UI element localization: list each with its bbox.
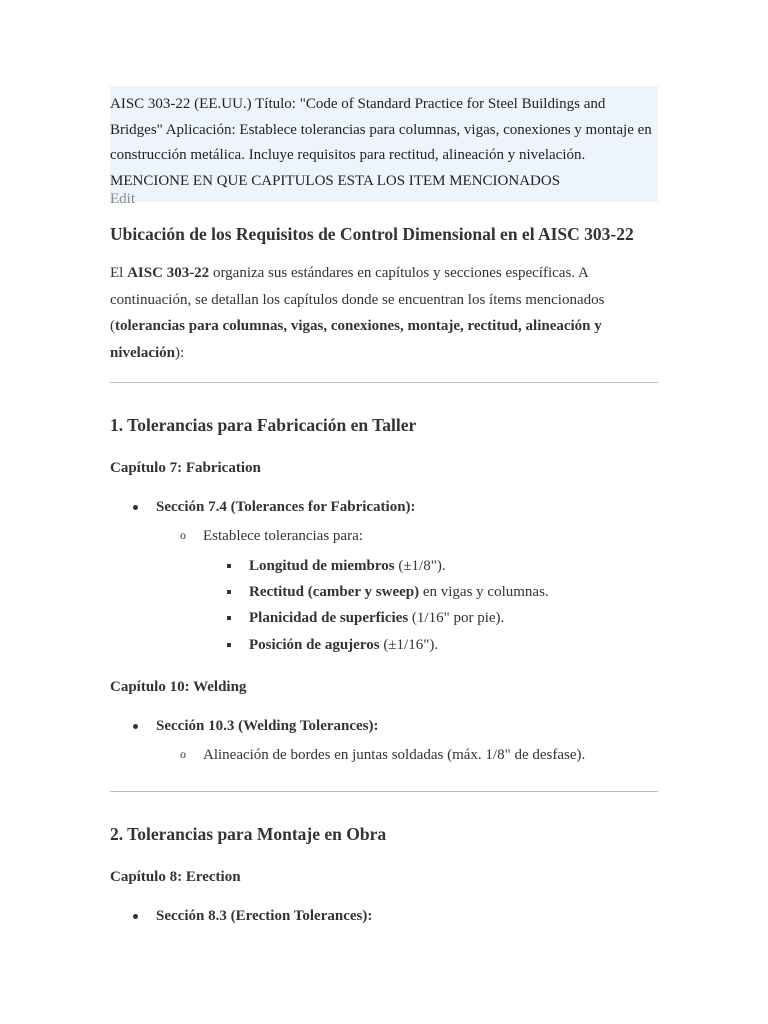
user-prompt: [110, 86, 658, 207]
bullet-square-icon: [227, 590, 231, 594]
intro-text-1: El: [110, 265, 128, 281]
section-8-3-label: Sección 8.3 (Erection Tolerances):: [156, 908, 373, 924]
intro-text-2: organiza sus estándares en capítulos y secciones específicas. A continuación, se detallan los capítulos donde se encuentran los ítems mencionados (: [110, 265, 605, 334]
chapter-10-label: Capítulo 10: Welding: [110, 679, 247, 695]
answer-title: Ubicación de los Requisitos de Control Dimensional en el AISC 303-22: [110, 224, 634, 244]
section-10-3-label: Sección 10.3 (Welding Tolerances):: [156, 718, 379, 734]
section-7-4-label: Sección 7.4 (Tolerances for Fabrication):: [156, 499, 416, 515]
tolerance-item-label: Planicidad de superficies: [249, 610, 409, 626]
prompt-text: AISC 303-22 (EE.UU.) Título: "Code of Standard Practice for Steel Buildings and Bridges" Aplicación: Establece tolerancias para columnas, vigas, conexiones y montaje en construcción metálica. Incluye requisitos para rectitud, alineación y nivelación. MENCIONE EN QUE CAPITULOS ESTA LOS ITEM MENCIONADOS: [110, 96, 652, 189]
intro-bold-standard: AISC 303-22: [127, 265, 210, 281]
section-1-title: 1. Tolerancias para Fabricación en Taller: [110, 415, 417, 435]
document-page: [110, 86, 658, 924]
tolerance-item-label: Posición de agujeros: [249, 637, 380, 653]
edit-link[interactable]: Edit: [110, 191, 135, 207]
tolerance-item-detail: (±1/8").: [394, 558, 446, 574]
sub-item-weld-alignment: Alineación de bordes en juntas soldadas (máx. 1/8" de desfase).: [203, 747, 586, 763]
section-2-title: 2. Tolerancias para Montaje en Obra: [110, 824, 387, 844]
section-8-3-item: [156, 906, 372, 926]
tolerance-item: [249, 608, 504, 628]
tolerance-item-detail: (±1/16").: [379, 637, 439, 653]
sub-item-tolerances: Establece tolerancias para:: [203, 528, 363, 544]
tolerance-item-detail: en vigas y columnas.: [419, 584, 549, 600]
bullet-disc-icon: [133, 914, 138, 919]
tolerance-item-label: Rectitud (camber y sweep): [249, 584, 420, 600]
bullet-circle-icon: o: [180, 747, 186, 761]
tolerance-item-label: Longitud de miembros: [249, 558, 395, 574]
divider-1: [110, 382, 658, 383]
intro-paragraph: [110, 260, 658, 366]
intro-text-3: ):: [175, 344, 185, 361]
tolerance-item: [249, 556, 446, 576]
divider-2: [110, 791, 658, 792]
bullet-square-icon: [227, 616, 231, 620]
bullet-square-icon: [227, 643, 231, 647]
section-7-4-item: [156, 497, 416, 517]
bullet-square-icon: [227, 564, 231, 568]
tolerance-item: [249, 635, 438, 655]
bullet-circle-icon: o: [180, 528, 186, 542]
section-10-3-item: [156, 716, 379, 736]
bullet-disc-icon: [133, 505, 138, 510]
intro-bold-items: tolerancias para columnas, vigas, conexiones, montaje, rectitud, alineación y nivelación: [110, 318, 602, 361]
chapter-7-label: Capítulo 7: Fabrication: [110, 460, 261, 476]
bullet-disc-icon: [133, 724, 138, 729]
tolerance-item: [249, 582, 549, 602]
chapter-8-label: Capítulo 8: Erection: [110, 869, 241, 885]
tolerance-item-detail: (1/16" por pie).: [408, 610, 505, 626]
